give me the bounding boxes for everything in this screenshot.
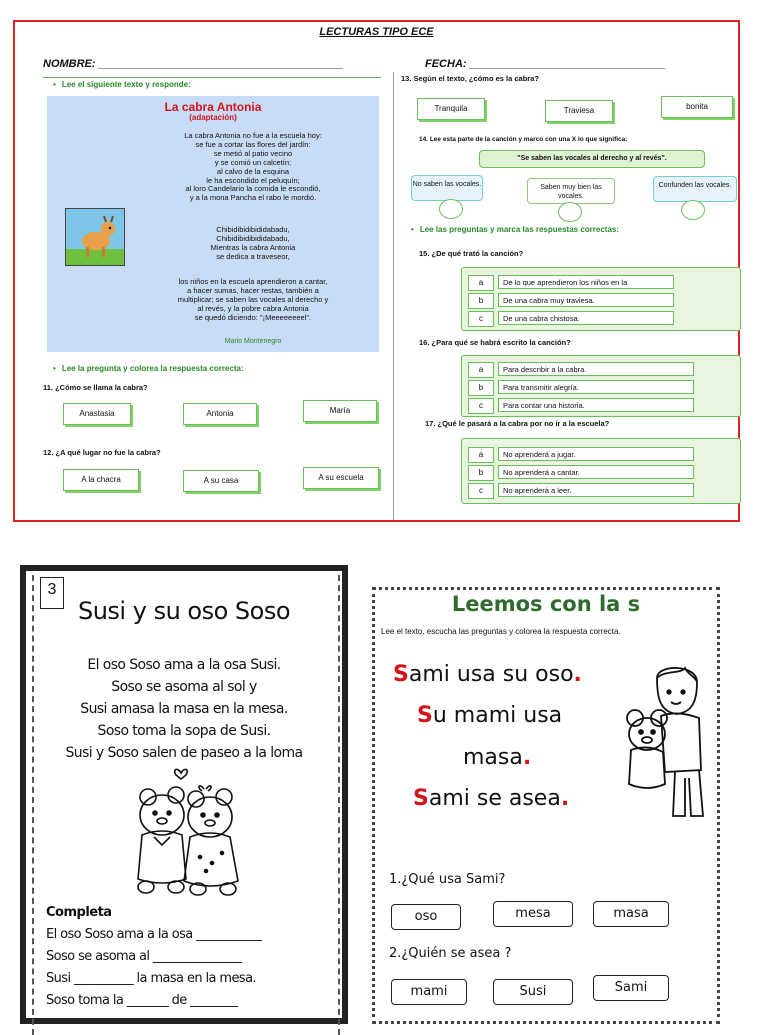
q2-option-mami[interactable]: mami — [391, 979, 467, 1005]
question-13: 13. Según el texto, ¿cómo es la cabra? — [401, 74, 539, 83]
poem-stanza-2: Chibidibidibididabadu, Chibidibidibididabadu, Mientras la cabra Antonia se dedica a traveseor, — [210, 225, 296, 261]
q14-quote: "Se saben las vocales al derecho y al revés". — [479, 150, 705, 168]
story-line-2: Soso se asoma al sol y — [111, 679, 257, 695]
q1-option-mesa[interactable]: mesa — [493, 901, 573, 927]
poem-subtitle: (adaptación) — [189, 113, 237, 122]
q11-option-antonia[interactable]: Antonia — [183, 403, 257, 425]
q12-option-chacra[interactable]: A la chacra — [63, 469, 139, 491]
story-title: Susi y su oso Soso — [77, 597, 291, 625]
story-line-5: Susi y Soso salen de paseo a la loma — [65, 745, 303, 761]
worksheet-leemos-s — [372, 587, 720, 1024]
q14-mark-circle-2[interactable] — [558, 202, 582, 222]
question-17: 17. ¿Qué le pasará a la cabra por no ir a la escuela? — [425, 419, 610, 428]
poem-author: Mario Montenegro — [224, 338, 282, 345]
sentence-1: Sami usa su oso. — [393, 662, 582, 687]
divider — [43, 77, 381, 78]
question-15: 15. ¿De qué trató la canción? — [419, 249, 524, 258]
q13-option-bonita[interactable]: bonita — [661, 96, 733, 118]
poem-stanza-3: los niños en la escuela aprendieron a cantar, a hacer sumas, hacer restas, también a multiplicar; se saben las vocales al derecho y al revés, y la pobre cabra Antonia se quedó diciendo: "¡Meeeeeeeel". — [177, 277, 329, 322]
worksheet-susi-oso — [20, 565, 348, 1024]
complete-line-4[interactable]: Soso toma la _______ de ________ — [46, 993, 238, 1008]
question-12: 12. ¿A qué lugar no fue la cabra? — [43, 448, 161, 457]
bears-illustration — [126, 767, 246, 897]
worksheet-cabra-antonia — [13, 20, 740, 522]
boy-with-bear-illustration — [605, 660, 715, 820]
question-2: 2.¿Quién se asea ? — [389, 946, 512, 961]
story-line-3: Susi amasa la masa en la mesa. — [80, 701, 288, 717]
q14-option-3[interactable]: Confunden las vocales. — [653, 176, 737, 202]
column-divider — [393, 72, 395, 520]
sentence-2b: masa. — [463, 745, 532, 770]
worksheet-title: LECTURAS TIPO ECE — [319, 26, 434, 38]
name-field[interactable]: NOMBRE: ________________________________________ — [43, 58, 344, 70]
sentence-2: Su mami usa — [417, 703, 563, 728]
q14-option-1[interactable]: No saben las vocales. — [411, 175, 483, 201]
page-number-tag: 3 — [40, 577, 64, 609]
instruction-color: • Lee la pregunta y colorea la respuesta correcta: — [53, 364, 244, 373]
q12-option-escuela[interactable]: A su escuela — [303, 467, 379, 489]
question-11: 11. ¿Cómo se llama la cabra? — [43, 383, 148, 392]
complete-heading: Completa — [46, 905, 112, 920]
instruction-read: • Lee el siguiente texto y responde: — [53, 80, 191, 89]
q14-mark-circle-3[interactable] — [681, 200, 705, 220]
q2-option-susi[interactable]: Susi — [493, 979, 573, 1005]
instruction: Lee el texto, escucha las preguntas y colorea la respuesta correcta. — [381, 627, 621, 636]
question-16: 16. ¿Para qué se habrá escrito la canción? — [419, 338, 571, 347]
question-14: 14. Lee esta parte de la canción y marco con una X lo que significa: — [419, 136, 628, 143]
question-1: 1.¿Qué usa Sami? — [389, 872, 506, 887]
q14-mark-circle-1[interactable] — [439, 199, 463, 219]
poem-stanza-1: La cabra Antonia no fue a la escuela hoy: se fue a cortar las flores del jardín: se metió al patio vecino y se comió un calcetín; al calvo de la esquina le ha escondido el peluquín; al loro Candelario la comida le escondió, y a la mona Pancha el rabo le mordió. — [184, 131, 322, 203]
date-field[interactable]: FECHA: ________________________________ — [425, 58, 666, 70]
complete-line-2[interactable]: Soso se asoma al _______________ — [46, 949, 242, 964]
q11-option-maria[interactable]: María — [303, 400, 377, 422]
q16-options: a Para describir a la cabra. b Para transmitir alegría. c Para contar una historia. — [461, 355, 741, 417]
q12-option-casa[interactable]: A su casa — [183, 470, 259, 492]
story-line-1: El oso Soso ama a la osa Susi. — [87, 657, 281, 673]
q2-option-sami[interactable]: Sami — [593, 975, 669, 1001]
q11-option-anastasia[interactable]: Anastasia — [63, 403, 131, 425]
complete-line-1[interactable]: El oso Soso ama a la osa ___________ — [46, 927, 262, 942]
story-line-4: Soso toma la sopa de Susi. — [97, 723, 271, 739]
q1-option-masa[interactable]: masa — [593, 901, 669, 927]
q13-option-tranquila[interactable]: Tranquila — [417, 98, 485, 120]
q1-option-oso[interactable]: oso — [391, 904, 461, 930]
worksheet-title: Leemos con la s — [451, 592, 641, 616]
q13-option-traviesa[interactable]: Traviesa — [545, 100, 613, 122]
q14-option-2[interactable]: Saben muy bien las vocales. — [527, 178, 615, 204]
instruction-mark: • Lee las preguntas y marca las respuestas correctas: — [411, 225, 619, 234]
sentence-3: Sami se asea. — [413, 786, 570, 811]
goat-illustration — [65, 208, 125, 266]
poem-title: La cabra Antonia — [164, 100, 262, 114]
q17-options: a No aprenderá a jugar. b No aprenderá a cantar. c No aprenderá a leer. — [461, 438, 741, 504]
complete-line-3[interactable]: Susi __________ la masa en la mesa. — [46, 971, 256, 986]
q15-options: a De lo que aprendieron los niños en la b De una cabra muy traviesa. c De una cabra chistosa. — [461, 267, 741, 331]
poem-box — [47, 96, 379, 352]
